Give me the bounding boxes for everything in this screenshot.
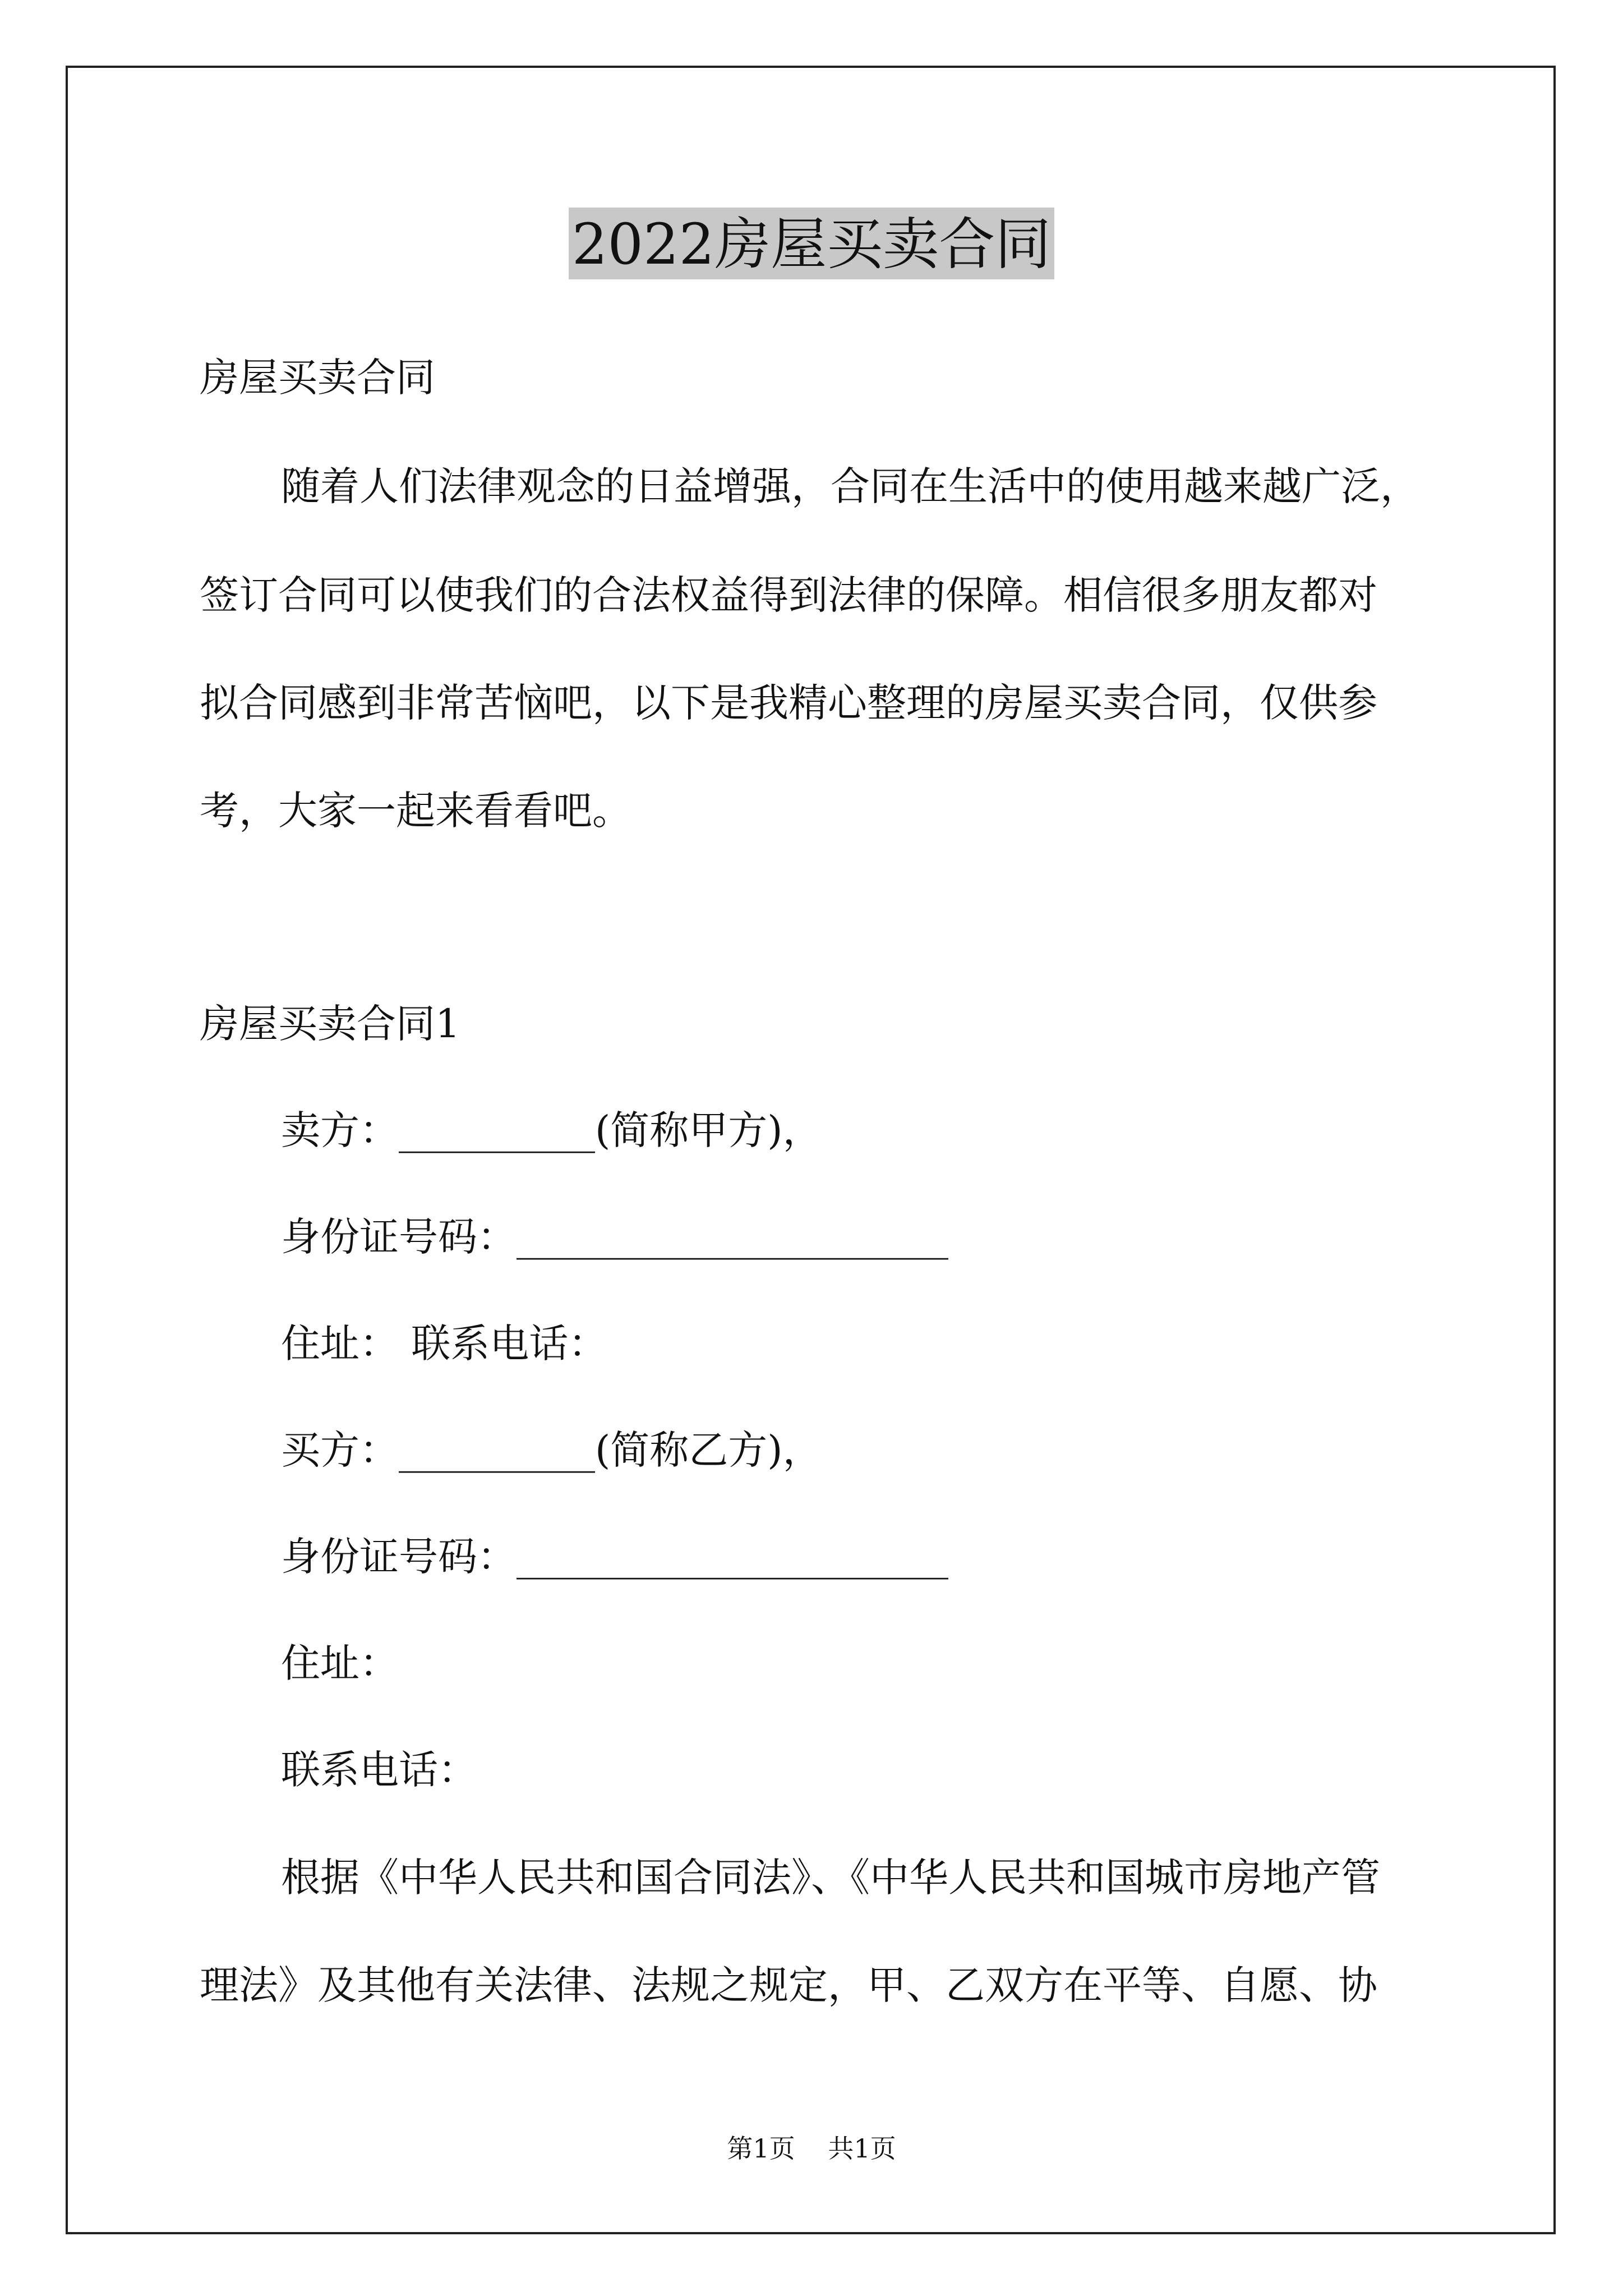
text-line: 根据《中华人民共和国合同法》、《中华人民共和国城市房地产管: [281, 1855, 1380, 1901]
text-line: 签订合同可以使我们的合法权益得到法律的保障。相信很多朋友都对: [200, 572, 1377, 618]
text-line: 拟合同感到非常苦恼吧，以下是我精心整理的房屋买卖合同，仅供参: [200, 680, 1377, 726]
text-line: 住址： 联系电话：: [281, 1320, 608, 1366]
text-line: 联系电话：: [281, 1747, 477, 1793]
text-line: 房屋买卖合同: [200, 355, 435, 401]
page-total: 共1页: [828, 2133, 896, 2164]
text-line: 身份证号码：______________________: [281, 1534, 948, 1580]
text-line: 住址：: [281, 1640, 399, 1686]
text-line: 身份证号码：______________________: [281, 1214, 948, 1260]
text-line: 随着人们法律观念的日益增强，合同在生活中的使用越来越广泛，: [281, 463, 1419, 509]
text-line: 买方：__________(简称乙方)，: [281, 1427, 822, 1473]
text-line: 理法》及其他有关法律、法规之规定，甲、乙双方在平等、自愿、协: [200, 1962, 1377, 2008]
document-title: 2022房屋买卖合同: [569, 208, 1055, 279]
title-container: [0, 208, 1623, 279]
page-footer: [0, 2132, 1623, 2165]
text-line: 考，大家一起来看看吧。: [200, 788, 631, 834]
text-line: 卖方：__________(简称甲方)，: [281, 1107, 822, 1153]
section-heading: 房屋买卖合同1: [200, 1001, 460, 1047]
page-number: 第1页: [727, 2133, 795, 2164]
